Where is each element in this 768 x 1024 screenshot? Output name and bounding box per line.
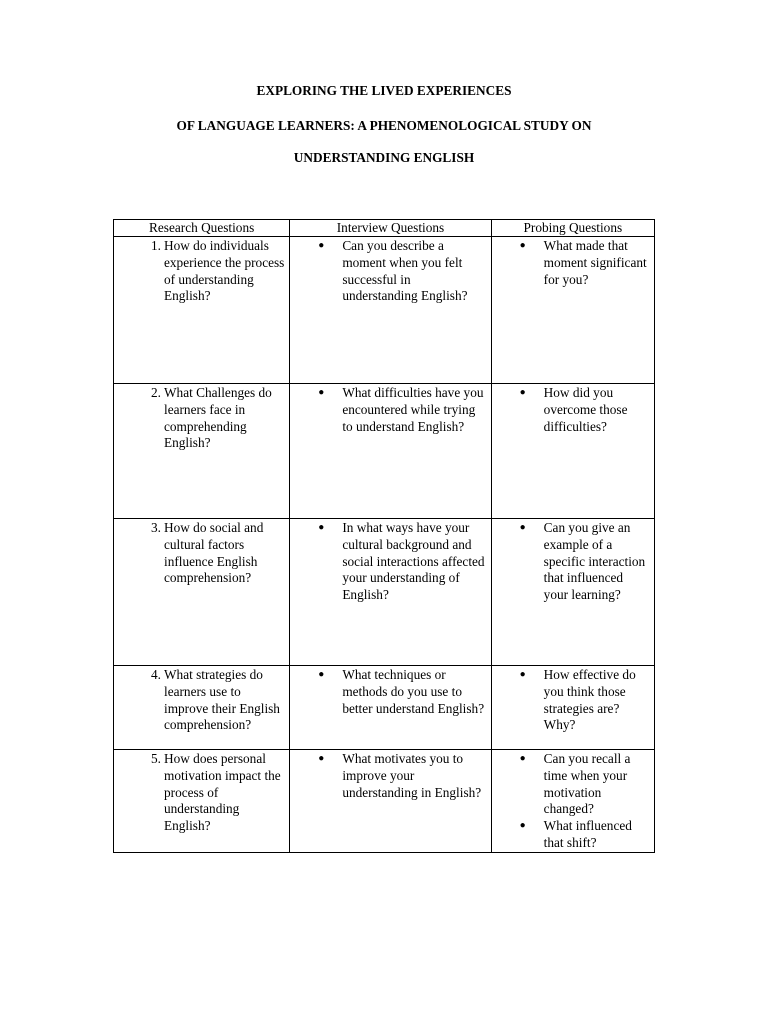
question-number: 1.: [151, 238, 161, 253]
list-item: [290, 238, 490, 305]
table-row: [114, 237, 655, 384]
probing-question-cell: [491, 666, 654, 750]
list-item: [290, 385, 490, 435]
bullet-icon: ●: [318, 387, 325, 398]
research-question-text: How does personal motivation impact the process of understanding English?: [164, 751, 281, 834]
bullet-icon: ●: [519, 522, 526, 533]
interview-question-cell: [290, 750, 491, 853]
bullet-icon: ●: [519, 753, 526, 764]
table-row: [114, 666, 655, 750]
list-item: [492, 818, 654, 852]
probing-question-cell: [491, 750, 654, 853]
bullet-icon: ●: [318, 522, 325, 533]
bullet-icon: ●: [519, 240, 526, 251]
question-number: 4.: [151, 667, 161, 682]
interview-question-cell: [290, 384, 491, 519]
question-number: 2.: [151, 385, 161, 400]
interview-question-text: In what ways have your cultural background and social interactions affected your understanding of English?: [342, 520, 485, 603]
probing-question-text: How did you overcome those difficulties?: [543, 385, 628, 434]
interview-question-cell: [290, 519, 491, 666]
probing-question-text: Can you give an example of a specific interaction that influenced your learning?: [543, 520, 646, 603]
header-probing-questions: Probing Questions: [491, 220, 654, 237]
list-item: [492, 238, 654, 288]
list-item: [492, 520, 654, 604]
probing-question-cell: [491, 384, 654, 519]
header-interview-questions: Interview Questions: [290, 220, 491, 237]
bullet-icon: ●: [519, 387, 526, 398]
list-item: [290, 751, 490, 801]
table-row: [114, 519, 655, 666]
document-title-line-2: OF LANGUAGE LEARNERS: A PHENOMENOLOGICAL STUDY ON: [176, 118, 592, 133]
list-item: [492, 385, 654, 435]
table-header-row: [114, 220, 655, 237]
bullet-icon: ●: [318, 669, 325, 680]
research-question-text: How do individuals experience the process of understanding English?: [164, 238, 285, 304]
bullet-icon: ●: [318, 753, 325, 764]
interview-question-text: Can you describe a moment when you felt successful in understanding English?: [342, 238, 468, 304]
list-item: [290, 520, 490, 604]
interview-question-text: What techniques or methods do you use to better understand English?: [342, 667, 485, 716]
research-question-cell: [114, 666, 290, 750]
probing-question-text: How effective do you think those strategies are? Why?: [543, 667, 636, 733]
document-title-line-3: UNDERSTANDING ENGLISH: [293, 150, 475, 165]
research-question-cell: [114, 384, 290, 519]
list-item: [492, 667, 654, 734]
research-question-cell: [114, 237, 290, 384]
probing-question-text: What made that moment significant for you?: [543, 238, 647, 287]
list-item: [492, 751, 654, 818]
bullet-icon: ●: [519, 669, 526, 680]
interview-question-cell: [290, 237, 491, 384]
bullet-icon: ●: [318, 240, 325, 251]
question-number: 5.: [151, 751, 161, 766]
research-question-text: What Challenges do learners face in comprehending English?: [164, 385, 272, 451]
interview-question-text: What difficulties have you encountered while trying to understand English?: [342, 385, 484, 434]
research-question-cell: [114, 519, 290, 666]
probing-question-cell: [491, 237, 654, 384]
list-item: [290, 667, 490, 717]
bullet-icon: ●: [519, 820, 526, 832]
question-number: 3.: [151, 520, 161, 535]
document-title-line-1: EXPLORING THE LIVED EXPERIENCES: [256, 83, 512, 98]
research-question-text: How do social and cultural factors influence English comprehension?: [164, 520, 264, 586]
interview-question-text: What motivates you to improve your understanding in English?: [342, 751, 482, 800]
table-row: [114, 750, 655, 853]
questions-table: [113, 219, 655, 853]
research-question-cell: [114, 750, 290, 853]
research-question-text: What strategies do learners use to improve their English comprehension?: [164, 667, 280, 733]
probing-question-text: What influenced that shift?: [543, 818, 632, 850]
interview-question-cell: [290, 666, 491, 750]
probing-question-cell: [491, 519, 654, 666]
table-row: [114, 384, 655, 519]
probing-question-text: Can you recall a time when your motivation changed?: [543, 751, 631, 817]
header-research-questions: Research Questions: [114, 220, 290, 237]
